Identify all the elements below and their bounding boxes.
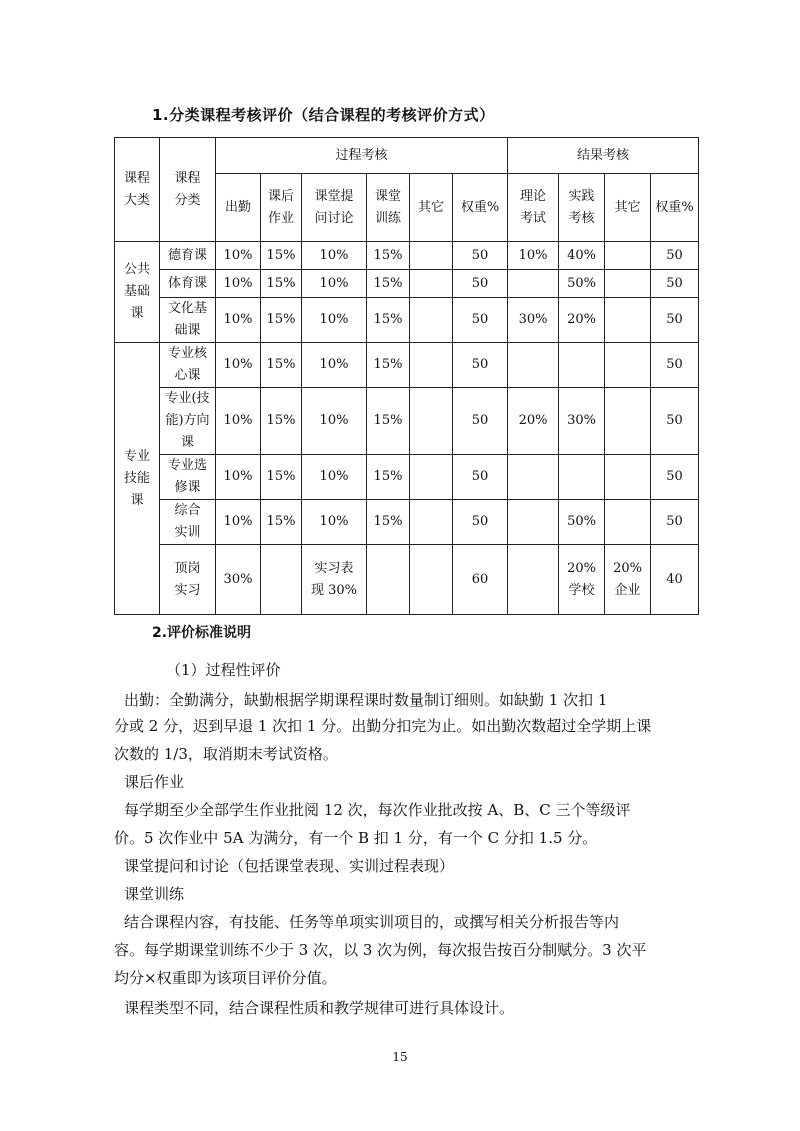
course-name-cell: 德育课 xyxy=(160,242,216,270)
table-cell xyxy=(410,545,453,615)
table-cell xyxy=(410,500,453,545)
table-cell xyxy=(410,298,453,343)
table-cell xyxy=(605,298,651,343)
table-cell: 30% xyxy=(216,545,261,615)
table-cell xyxy=(410,270,453,298)
table-cell: 10% xyxy=(302,298,367,343)
header-course-type: 课程 分类 xyxy=(160,138,216,242)
table-cell: 15% xyxy=(367,242,410,270)
course-name-cell: 专业(技 能)方向 课 xyxy=(160,388,216,455)
table-cell: 50 xyxy=(453,242,508,270)
table-cell xyxy=(559,455,605,500)
paragraph-line: 次数的 1/3，取消期末考试资格。 xyxy=(114,745,338,763)
paragraph-line: 均分×权重即为该项目评价分值。 xyxy=(114,969,337,987)
table-cell: 50 xyxy=(453,388,508,455)
header-attendance: 出勤 xyxy=(216,174,261,242)
table-cell: 50 xyxy=(651,270,699,298)
paragraph-line: 课程类型不同，结合课程性质和教学规律可进行具体设计。 xyxy=(124,999,515,1017)
paragraph-line: 分或 2 分，迟到早退 1 次扣 1 分。出勤分扣完为止。如出勤次数超过全学期上课 xyxy=(114,717,652,735)
table-cell: 15% xyxy=(261,298,302,343)
table-cell xyxy=(605,388,651,455)
paragraph-line: 课堂提问和讨论（包括课堂表现、实训过程表现） xyxy=(124,857,455,875)
table-cell: 10% xyxy=(302,500,367,545)
table-cell xyxy=(508,545,559,615)
table-cell: 10% xyxy=(216,388,261,455)
table-cell: 10% xyxy=(302,242,367,270)
table-cell: 50% xyxy=(559,500,605,545)
header-result-other: 其它 xyxy=(605,174,651,242)
table-cell: 10% xyxy=(302,343,367,388)
table-cell: 15% xyxy=(367,298,410,343)
table-cell: 10% xyxy=(216,343,261,388)
paragraph-line: 容。每学期课堂训练不少于 3 次，以 3 次为例，每次报告按百分制赋分。3 次平 xyxy=(114,941,647,959)
table-cell xyxy=(605,270,651,298)
section-2-title: 2.评价标准说明 xyxy=(152,625,252,641)
assessment-table xyxy=(114,137,699,615)
table-cell: 15% xyxy=(261,270,302,298)
table-cell: 15% xyxy=(367,343,410,388)
table-cell: 10% xyxy=(216,455,261,500)
course-name-cell: 文化基 础课 xyxy=(160,298,216,343)
paragraph-line: 每学期至少全部学生作业批阅 12 次，每次作业批改按 A、B、C 三个等级评 xyxy=(124,801,631,819)
header-process-assessment: 过程考核 xyxy=(216,138,508,174)
section-2-subtitle: （1）过程性评价 xyxy=(166,661,281,679)
header-process-other: 其它 xyxy=(410,174,453,242)
table-cell: 50 xyxy=(453,500,508,545)
header-practice-exam: 实践 考核 xyxy=(559,174,605,242)
table-row xyxy=(115,455,699,500)
paragraph-line: 价。5 次作业中 5A 为满分，有一个 B 扣 1 分，有一个 C 分扣 1.5 分。 xyxy=(114,829,598,847)
table-cell: 60 xyxy=(453,545,508,615)
table-cell: 40 xyxy=(651,545,699,615)
category-public-basic: 公共 基础 课 xyxy=(115,242,160,343)
table-cell: 15% xyxy=(261,242,302,270)
table-cell: 30% xyxy=(559,388,605,455)
table-cell: 40% xyxy=(559,242,605,270)
table-cell: 15% xyxy=(261,388,302,455)
table-cell: 20% xyxy=(508,388,559,455)
table-cell: 50 xyxy=(453,270,508,298)
table-row xyxy=(115,343,699,388)
table-row xyxy=(115,270,699,298)
table-cell: 20% 企业 xyxy=(605,545,651,615)
paragraph-line: 课后作业 xyxy=(124,773,185,791)
paragraph-line: 出勤：全勤满分，缺勤根据学期课程课时数量制订细则。如缺勤 1 次扣 1 xyxy=(124,691,608,709)
table-cell: 50 xyxy=(651,343,699,388)
category-major-skill: 专业 技能 课 xyxy=(115,343,160,615)
header-course-category: 课程 大类 xyxy=(115,138,160,242)
table-cell: 50 xyxy=(453,343,508,388)
table-cell: 15% xyxy=(367,388,410,455)
table-cell xyxy=(605,242,651,270)
table-row xyxy=(115,388,699,455)
table-cell xyxy=(605,343,651,388)
table-cell: 15% xyxy=(261,500,302,545)
table-cell xyxy=(508,455,559,500)
table-cell xyxy=(508,270,559,298)
course-name-cell: 专业选 修课 xyxy=(160,455,216,500)
table-cell: 15% xyxy=(367,500,410,545)
table-cell xyxy=(559,343,605,388)
paragraph-line: 课堂训练 xyxy=(124,885,185,903)
table-header-row-1 xyxy=(115,138,699,174)
table-cell: 10% xyxy=(216,242,261,270)
table-cell: 15% xyxy=(261,343,302,388)
header-result-weight: 权重% xyxy=(651,174,699,242)
table-cell: 30% xyxy=(508,298,559,343)
table-cell xyxy=(261,545,302,615)
table-cell: 50 xyxy=(651,388,699,455)
table-cell: 20% 学校 xyxy=(559,545,605,615)
table-cell: 10% xyxy=(216,270,261,298)
table-cell xyxy=(410,343,453,388)
table-cell: 50 xyxy=(651,455,699,500)
course-name-cell: 体育课 xyxy=(160,270,216,298)
table-cell: 15% xyxy=(367,455,410,500)
page-number: 15 xyxy=(392,1050,408,1064)
header-process-weight: 权重% xyxy=(453,174,508,242)
table-cell: 10% xyxy=(302,455,367,500)
table-cell: 10% xyxy=(302,270,367,298)
course-name-cell: 顶岗 实习 xyxy=(160,545,216,615)
table-cell xyxy=(410,242,453,270)
table-cell: 10% xyxy=(216,298,261,343)
table-row xyxy=(115,298,699,343)
header-theory-exam: 理论 考试 xyxy=(508,174,559,242)
table-row xyxy=(115,545,699,615)
table-cell: 50 xyxy=(651,500,699,545)
table-cell: 50 xyxy=(453,298,508,343)
table-cell: 50% xyxy=(559,270,605,298)
table-cell xyxy=(605,455,651,500)
table-cell: 50 xyxy=(651,298,699,343)
table-cell: 50 xyxy=(651,242,699,270)
table-cell xyxy=(508,343,559,388)
table-cell xyxy=(508,500,559,545)
table-cell: 50 xyxy=(453,455,508,500)
table-cell xyxy=(605,500,651,545)
table-cell xyxy=(410,388,453,455)
header-homework: 课后 作业 xyxy=(261,174,302,242)
course-name-cell: 专业核 心课 xyxy=(160,343,216,388)
section-1-title: 1.分类课程考核评价（结合课程的考核评价方式） xyxy=(152,106,495,124)
header-class-training: 课堂 训练 xyxy=(367,174,410,242)
table-cell xyxy=(410,455,453,500)
table-cell: 20% xyxy=(559,298,605,343)
table-row xyxy=(115,500,699,545)
header-result-assessment: 结果考核 xyxy=(508,138,699,174)
table-cell xyxy=(367,545,410,615)
course-name-cell: 综合 实训 xyxy=(160,500,216,545)
table-row xyxy=(115,242,699,270)
table-cell: 15% xyxy=(261,455,302,500)
table-cell: 10% xyxy=(216,500,261,545)
paragraph-line: 结合课程内容，有技能、任务等单项实训项目的，或撰写相关分析报告等内 xyxy=(124,913,620,931)
table-cell: 实习表 现 30% xyxy=(302,545,367,615)
table-cell: 10% xyxy=(508,242,559,270)
table-cell: 15% xyxy=(367,270,410,298)
header-class-discussion: 课堂提 问讨论 xyxy=(302,174,367,242)
table-cell: 10% xyxy=(302,388,367,455)
